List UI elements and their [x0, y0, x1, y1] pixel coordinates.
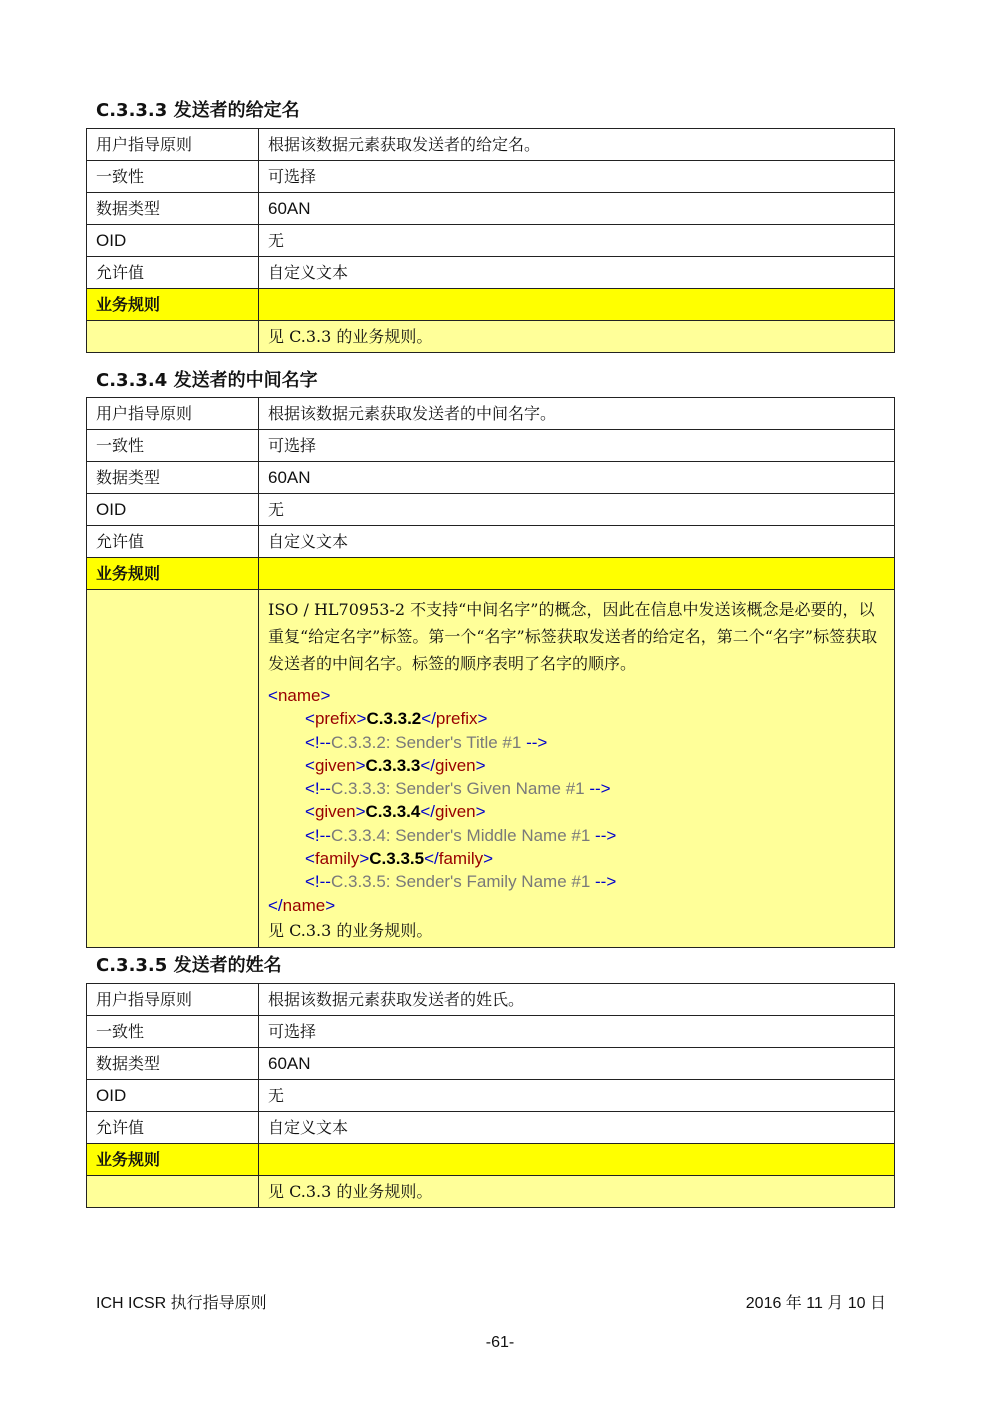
xml-comment-prefix: <!--C.3.3.2: Sender's Title #1 --> [305, 732, 548, 752]
spec-table-c3333 [86, 128, 895, 353]
business-rules-text: 见 C.3.3 的业务规则。 [259, 1176, 895, 1208]
xml-line-prefix: <prefix>C.3.3.2</prefix> [305, 709, 488, 729]
xml-line-open-name: <name> [268, 686, 331, 705]
business-rules-content [259, 590, 895, 948]
business-rules-header-row [87, 289, 895, 321]
row-value: 自定义文本 [259, 257, 895, 289]
row-label: 允许值 [87, 257, 259, 289]
spec-table-c3335 [86, 983, 895, 1208]
spec-table-c3334 [86, 397, 895, 948]
xml-comment-family: <!--C.3.3.5: Sender's Family Name #1 --> [305, 872, 617, 892]
row-value: 自定义文本 [259, 526, 895, 558]
xml-line-family: <family>C.3.3.5</family> [305, 849, 494, 869]
table-row [87, 161, 895, 193]
business-rules-empty [87, 321, 259, 353]
row-label: 一致性 [87, 1016, 259, 1048]
row-value: 可选择 [259, 430, 895, 462]
table-row [87, 462, 895, 494]
xml-comment-given-2: <!--C.3.3.4: Sender's Middle Name #1 --> [305, 825, 617, 845]
business-rules-paragraph: ISO / HL70953-2 不支持“中间名字”的概念，因此在信息中发送该概念是必要的，以重复“给定名字”标签。第一个“名字”标签获取发送者的给定名，第二个“名字”标签获取发送者的中间名字。标签的顺序表明了名字的顺序。 [268, 600, 878, 673]
footer-date: 2016 年 11 月 10 日 [745, 1295, 886, 1312]
row-value: 可选择 [259, 161, 895, 193]
row-value: 无 [259, 225, 895, 257]
table-row [87, 494, 895, 526]
business-rules-label: 业务规则 [87, 1144, 259, 1176]
row-label: 用户指导原则 [87, 129, 259, 161]
row-value: 60AN [259, 1048, 895, 1080]
xml-line-close-name: </name> [268, 895, 336, 915]
row-value: 根据该数据元素获取发送者的给定名。 [259, 129, 895, 161]
row-value: 可选择 [259, 1016, 895, 1048]
row-label: 用户指导原则 [87, 398, 259, 430]
business-rules-label: 业务规则 [87, 289, 259, 321]
row-label: OID [87, 225, 259, 257]
row-value: 无 [259, 494, 895, 526]
row-label: 数据类型 [87, 193, 259, 225]
business-rules-header-empty [259, 558, 895, 590]
row-value: 根据该数据元素获取发送者的中间名字。 [259, 398, 895, 430]
business-rules-header-row [87, 1144, 895, 1176]
page-number: -61- [485, 1334, 515, 1351]
row-label: OID [87, 494, 259, 526]
row-label: 允许值 [87, 526, 259, 558]
section-heading-c3334: C.3.3.4 发送者的中间名字 [96, 370, 318, 391]
business-rules-text: 见 C.3.3 的业务规则。 [259, 321, 895, 353]
business-rules-row [87, 590, 895, 948]
row-value: 60AN [259, 193, 895, 225]
business-rules-header-empty [259, 1144, 895, 1176]
row-value: 无 [259, 1080, 895, 1112]
section-heading-c3335: C.3.3.5 发送者的姓名 [96, 955, 282, 976]
row-label: 数据类型 [87, 462, 259, 494]
xml-line-given-2: <given>C.3.3.4</given> [305, 802, 486, 822]
xml-example [268, 684, 885, 917]
xml-comment-given-1: <!--C.3.3.3: Sender's Given Name #1 --> [305, 779, 611, 799]
table-row [87, 526, 895, 558]
business-rules-row [87, 1176, 895, 1208]
table-row [87, 193, 895, 225]
row-label: OID [87, 1080, 259, 1112]
section-heading-c3333: C.3.3.3 发送者的给定名 [96, 100, 300, 121]
table-row [87, 1016, 895, 1048]
table-row [87, 257, 895, 289]
table-row [87, 1048, 895, 1080]
table-row [87, 225, 895, 257]
row-value: 自定义文本 [259, 1112, 895, 1144]
table-row [87, 984, 895, 1016]
row-value: 根据该数据元素获取发送者的姓氏。 [259, 984, 895, 1016]
footer-document-title: ICH ICSR 执行指导原则 [96, 1295, 267, 1312]
business-rules-header-row [87, 558, 895, 590]
table-row [87, 398, 895, 430]
business-rules-label: 业务规则 [87, 558, 259, 590]
row-label: 一致性 [87, 161, 259, 193]
row-value: 60AN [259, 462, 895, 494]
business-rules-row [87, 321, 895, 353]
business-rules-empty [87, 590, 259, 948]
table-row [87, 1080, 895, 1112]
business-rules-text: 见 C.3.3 的业务规则。 [268, 920, 433, 940]
row-label: 一致性 [87, 430, 259, 462]
table-row [87, 129, 895, 161]
table-row [87, 430, 895, 462]
row-label: 数据类型 [87, 1048, 259, 1080]
business-rules-empty [87, 1176, 259, 1208]
table-row [87, 1112, 895, 1144]
row-label: 用户指导原则 [87, 984, 259, 1016]
business-rules-header-empty [259, 289, 895, 321]
row-label: 允许值 [87, 1112, 259, 1144]
xml-line-given-1: <given>C.3.3.3</given> [305, 755, 486, 775]
